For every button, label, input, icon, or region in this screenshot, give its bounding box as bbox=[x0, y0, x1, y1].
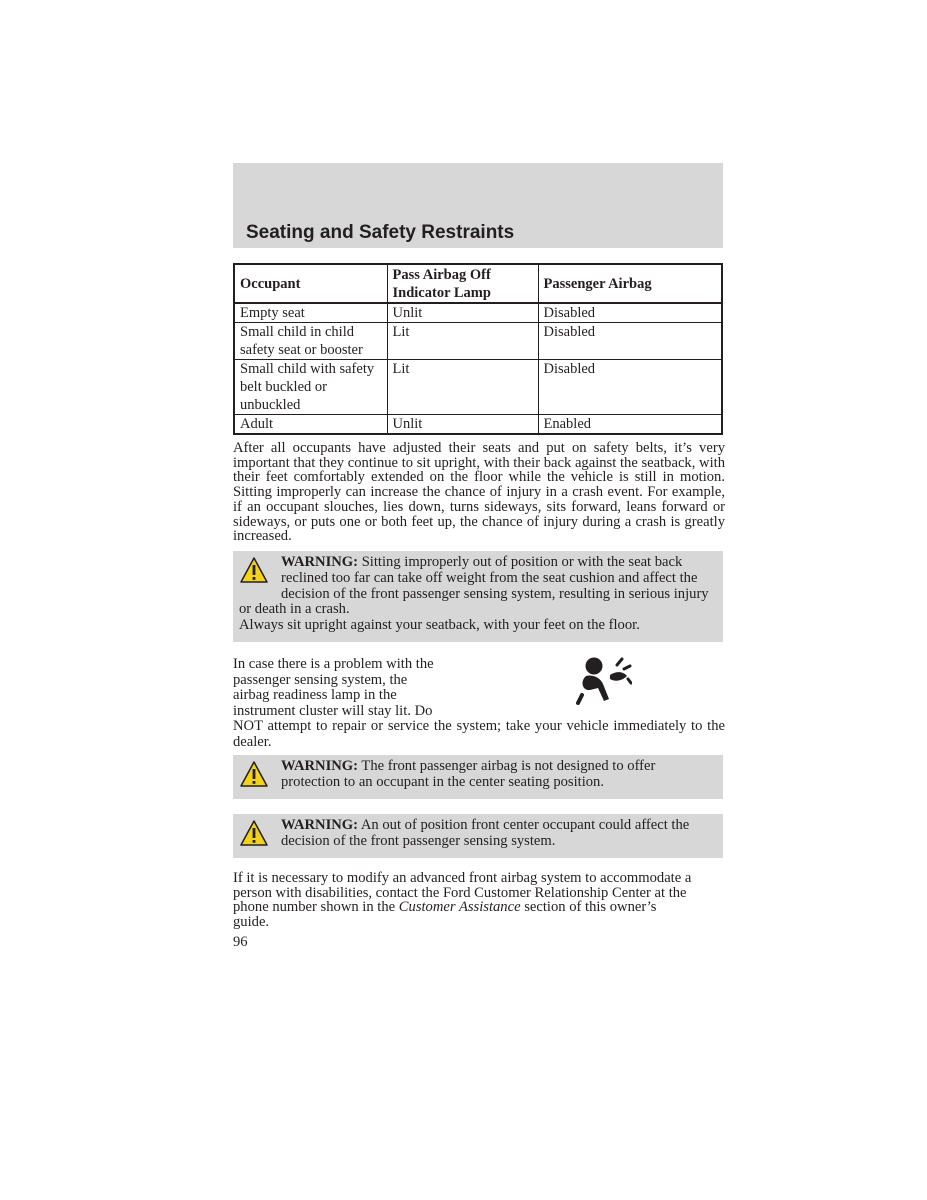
warning-text: WARNING: The front passenger airbag is not designed to offer protection to an occupant in the center seating position. bbox=[281, 758, 656, 790]
cell-lamp: Unlit bbox=[387, 303, 538, 323]
page-number: 96 bbox=[233, 934, 248, 950]
warning-box-center-occupant bbox=[233, 814, 723, 858]
cell-airbag: Disabled bbox=[538, 303, 722, 323]
section-header bbox=[233, 163, 723, 248]
header-passenger-airbag: Passenger Airbag bbox=[538, 264, 722, 303]
cell-occupant: Small child in child safety seat or booster bbox=[234, 323, 387, 360]
table-row bbox=[234, 415, 722, 435]
cell-lamp: Lit bbox=[387, 360, 538, 415]
cell-lamp: Unlit bbox=[387, 415, 538, 435]
warning-text-secondary: Always sit upright against your seatback, with your feet on the floor. bbox=[239, 617, 640, 634]
cell-airbag: Disabled bbox=[538, 323, 722, 360]
warning-text: WARNING: An out of position front center occupant could affect the decision of the front passenger sensing system. bbox=[281, 817, 690, 849]
customer-assistance-reference: Customer Assistance bbox=[398, 899, 521, 916]
warning-text: WARNING: Sitting improperly out of position or with the seat back reclined too far can take off weight from the seat cushion and affect the decision of the front passenger sensing system, resulting in serious injury or death in a crash. bbox=[239, 554, 709, 618]
table-header-row bbox=[234, 264, 722, 303]
cell-occupant: Small child with safety belt buckled or unbuckled bbox=[234, 360, 387, 415]
sitting-posture-paragraph: After all occupants have adjusted their seats and put on safety belts, it’s very important that they continue to sit upright, with their back against the seatback, with their feet comfortably extended on the floor while the vehicle is still in motion. Sitting improperly can increase the chance of injury in a crash event. For example, if an occupant slouches, lies down, turns sideways, sits forward, leans forward or sideways, or puts one or both feet up, the chance of injury during a crash is greatly increased. bbox=[233, 440, 725, 545]
table-row bbox=[234, 323, 722, 360]
warning-box-center-seating bbox=[233, 755, 723, 799]
cell-occupant: Empty seat bbox=[234, 303, 387, 323]
warning-box-posture bbox=[233, 551, 723, 642]
cell-occupant: Adult bbox=[234, 415, 387, 435]
warning-triangle-icon bbox=[239, 818, 269, 850]
header-indicator-lamp: Pass Airbag Off Indicator Lamp bbox=[387, 264, 538, 303]
warning-label: WARNING: bbox=[281, 758, 359, 774]
cell-airbag: Disabled bbox=[538, 360, 722, 415]
warning-label: WARNING: bbox=[281, 817, 359, 833]
cell-lamp: Lit bbox=[387, 323, 538, 360]
table-row bbox=[234, 360, 722, 415]
warning-label: WARNING: bbox=[281, 554, 359, 570]
warning-triangle-icon bbox=[239, 555, 269, 587]
cell-airbag: Enabled bbox=[538, 415, 722, 435]
table-row bbox=[234, 303, 722, 323]
header-occupant: Occupant bbox=[234, 264, 387, 303]
airbag-readiness-icon bbox=[576, 655, 632, 705]
sensing-problem-paragraph: In case there is a problem with the passenger sensing system, the airbag readiness lamp in the instrument cluster will stay lit. Do NOT attempt to repair or service the system; take your vehicle immediately to the dealer. bbox=[233, 656, 725, 750]
occupant-airbag-table bbox=[233, 263, 723, 435]
disabilities-paragraph: If it is necessary to modify an advanced front airbag system to accommodate a person with disabilities, contact the Ford Customer Relationship Center at the phone number shown in the Customer Assistance section of this owner’s guide. bbox=[233, 870, 692, 931]
warning-triangle-icon bbox=[239, 759, 269, 791]
section-title: Seating and Safety Restraints bbox=[246, 222, 515, 243]
